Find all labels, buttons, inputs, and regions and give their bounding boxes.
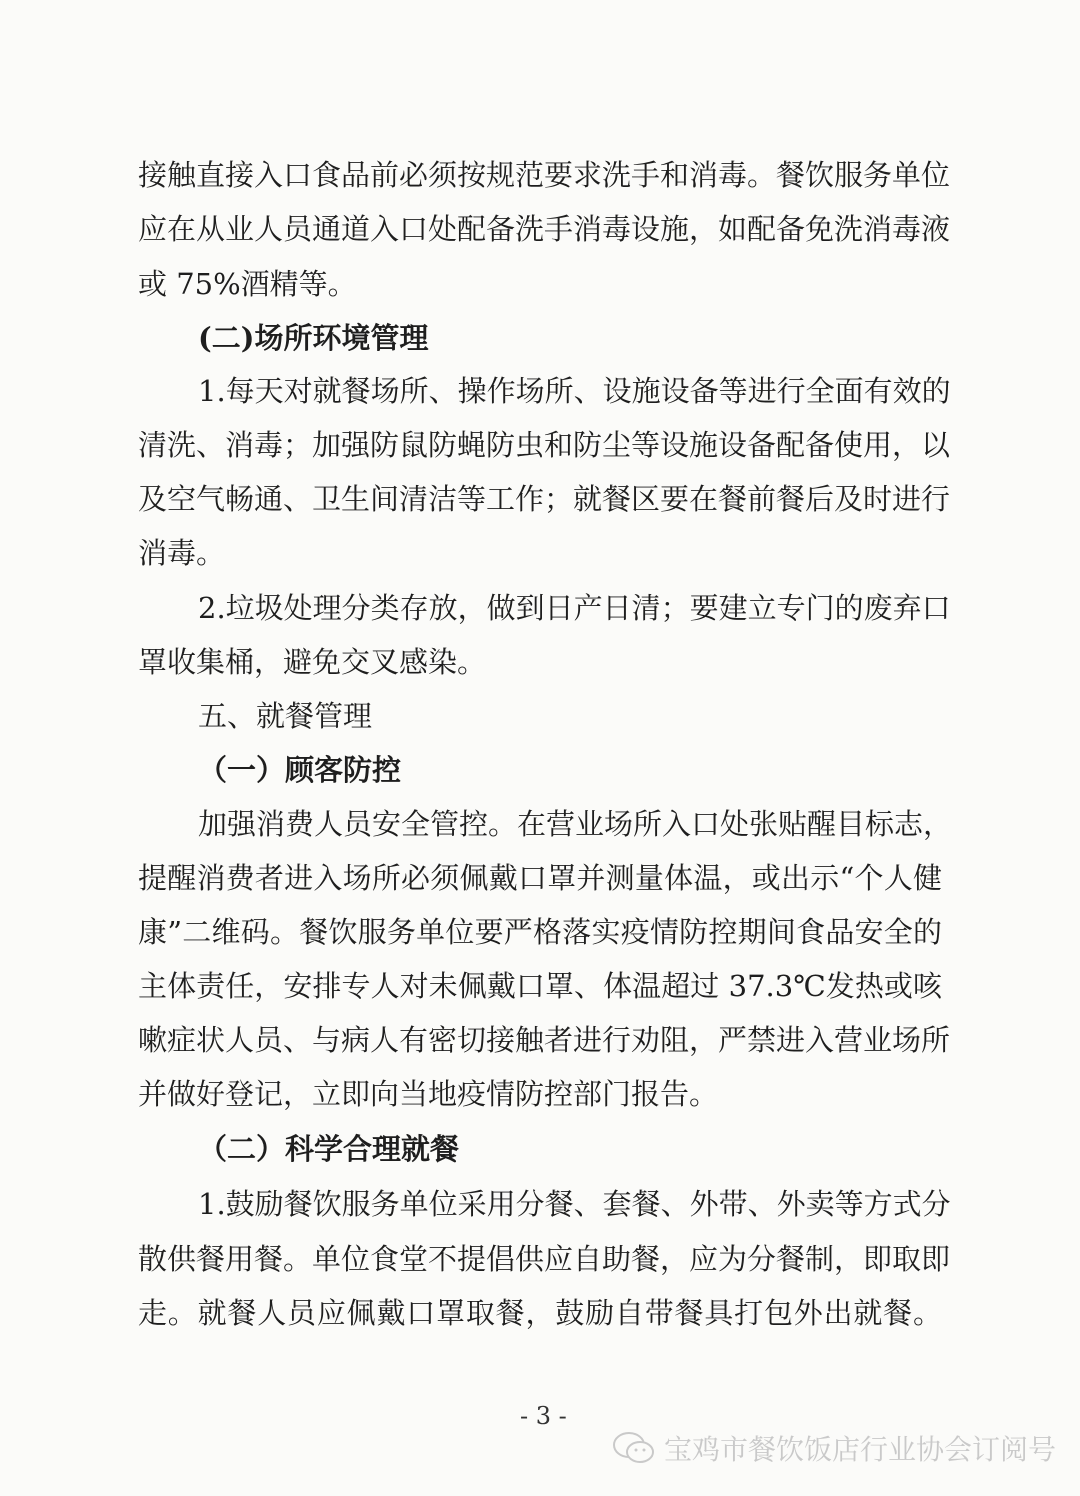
paragraph-line: 走。就餐人员应佩戴口罩取餐，鼓励自带餐具打包外出就餐。 xyxy=(138,1296,942,1330)
paragraph-line: 散供餐用餐。单位食堂不提倡供应自助餐，应为分餐制，即取即 xyxy=(138,1242,951,1276)
page-number: - 3 - xyxy=(520,1402,567,1430)
watermark-text: 宝鸡市餐饮饭店行业协会订阅号 xyxy=(664,1433,1057,1466)
paragraph-line: 1.鼓励餐饮服务单位采用分餐、套餐、外带、外卖等方式分 xyxy=(198,1187,951,1221)
paragraph-line: 嗽症状人员、与病人有密切接触者进行劝阻，严禁进入营业场所 xyxy=(138,1023,951,1057)
chapter-heading: 五、就餐管理 xyxy=(198,699,373,733)
paragraph-line: 应在从业人员通道入口处配备洗手消毒设施，如配备免洗消毒液 xyxy=(138,212,951,246)
paragraph-line: 2.垃圾处理分类存放，做到日产日清；要建立专门的废弃口 xyxy=(198,591,951,625)
paragraph-line: 加强消费人员安全管控。在营业场所入口处张贴醒目标志， xyxy=(198,807,953,841)
paragraph-line: 康”二维码。餐饮服务单位要严格落实疫情防控期间食品安全的 xyxy=(138,915,942,949)
section-heading: （二）科学合理就餐 xyxy=(198,1132,460,1166)
wechat-icon xyxy=(612,1431,656,1465)
paragraph-line: 并做好登记，立即向当地疫情防控部门报告。 xyxy=(138,1077,719,1111)
paragraph-line: 及空气畅通、卫生间清洁等工作；就餐区要在餐前餐后及时进行 xyxy=(138,482,951,516)
section-heading: (二)场所环境管理 xyxy=(198,321,429,355)
paragraph-line: 或 75%酒精等。 xyxy=(138,267,357,301)
paragraph-line: 1.每天对就餐场所、操作场所、设施设备等进行全面有效的 xyxy=(198,374,951,408)
paragraph-line: 主体责任，安排专人对未佩戴口罩、体温超过 37.3℃发热或咳 xyxy=(138,969,942,1003)
paragraph-line: 接触直接入口食品前必须按规范要求洗手和消毒。餐饮服务单位 xyxy=(138,158,951,192)
paragraph-line: 清洗、消毒；加强防鼠防蝇防虫和防尘等设施设备配备使用，以 xyxy=(138,428,951,462)
paragraph-line: 罩收集桶，避免交叉感染。 xyxy=(138,645,487,679)
section-heading: （一）顾客防控 xyxy=(198,753,402,787)
watermark xyxy=(612,1428,1056,1468)
paragraph-line: 提醒消费者进入场所必须佩戴口罩并测量体温，或出示“个人健 xyxy=(138,861,942,895)
paragraph-line: 消毒。 xyxy=(138,536,226,570)
